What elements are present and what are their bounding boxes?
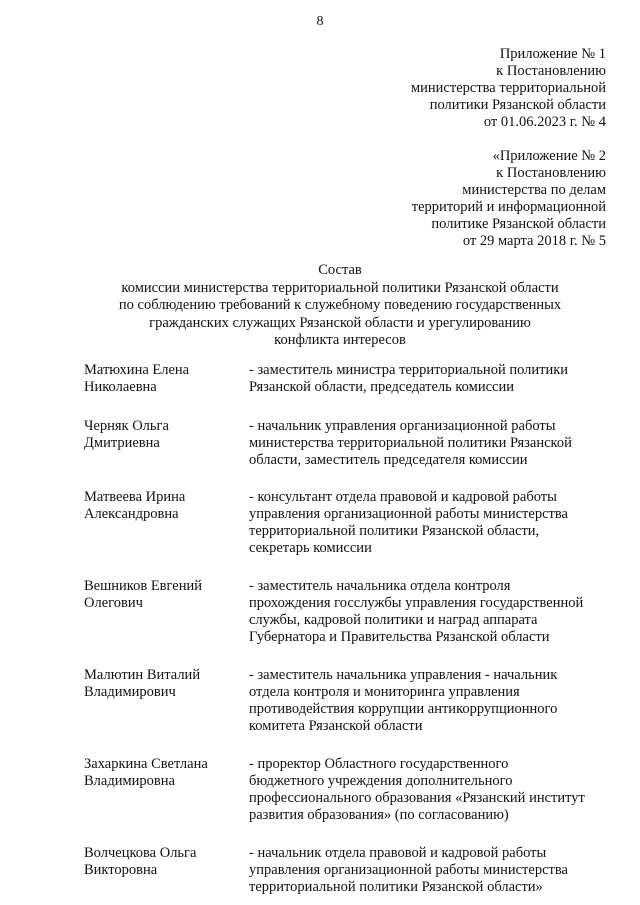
member-role: - заместитель министра территориальной политики Рязанской области, председатель комиссии <box>249 362 569 395</box>
member-role: - заместитель начальника отдела контроля прохождения госслужбы управления государственной службы, кадровой политики и наград аппарата Губернатора и Правительства Рязанской области <box>249 578 584 645</box>
member-row <box>84 362 614 407</box>
member-row <box>84 845 614 905</box>
member-row <box>84 418 614 478</box>
appendix-2-line: от 29 марта 2018 г. № 5 <box>462 233 606 249</box>
appendix-2-line: территорий и информационной <box>411 199 606 215</box>
appendix-1-line: министерства территориальной <box>410 80 606 96</box>
member-role: - проректор Областного государственного бюджетного учреждения дополнительного профессионального образования «Рязанский институт развития образования» (по согласованию) <box>249 756 585 823</box>
member-name: Волчецкова Ольга Викторовна <box>84 845 197 878</box>
appendix-1-line: Приложение № 1 <box>499 46 606 62</box>
appendix-2-header <box>412 148 606 250</box>
appendix-1-line: политики Рязанской области <box>429 97 606 113</box>
member-name: Матвеева Ирина Александровна <box>84 489 186 522</box>
appendix-1-line: к Постановлению <box>496 63 606 79</box>
member-name: Захаркина Светлана Владимировна <box>84 756 208 789</box>
member-row <box>84 578 614 655</box>
member-role: - заместитель начальника управления - начальник отдела контроля и мониторинга управления противодействия коррупции антикоррупционного комитета Рязанской области <box>249 667 558 734</box>
member-name: Вешников Евгений Олегович <box>84 578 202 611</box>
member-role: - консультант отдела правовой и кадровой работы управления организационной работы министерства территориальной политики Рязанской области, секретарь комиссии <box>249 489 568 556</box>
appendix-1-header <box>411 46 606 131</box>
member-row <box>84 667 614 744</box>
appendix-2-line: министерства по делам <box>462 182 606 198</box>
title-line: Состав <box>318 262 362 278</box>
appendix-2-line: «Приложение № 2 <box>492 148 606 164</box>
member-name: Матюхина Елена Николаевна <box>84 362 190 395</box>
title-line: конфликта интересов <box>274 332 406 348</box>
member-role: - начальник отдела правовой и кадровой работы управления организационной работы министерства территориальной политики Рязанской области» <box>249 845 568 895</box>
title-line: комиссии министерства территориальной политики Рязанской области <box>121 279 559 296</box>
member-row <box>84 756 614 833</box>
appendix-2-line: политике Рязанской области <box>431 216 606 232</box>
page-number: 8 <box>316 14 324 29</box>
title-line: по соблюдению требований к служебному поведению государственных <box>118 297 562 313</box>
title-line: гражданских служащих Рязанской области и урегулированию <box>149 314 531 331</box>
commission-members-list <box>84 362 614 905</box>
appendix-2-line: к Постановлению <box>496 165 606 181</box>
document-title <box>60 262 620 350</box>
member-name: Малютин Виталий Владимирович <box>84 667 201 700</box>
member-row <box>84 489 614 566</box>
member-name: Черняк Ольга Дмитриевна <box>84 418 169 451</box>
appendix-1-line: от 01.06.2023 г. № 4 <box>483 114 606 130</box>
member-role: - начальник управления организационной работы министерства территориальной политики Рязанской области, заместитель председателя комиссии <box>249 418 572 468</box>
